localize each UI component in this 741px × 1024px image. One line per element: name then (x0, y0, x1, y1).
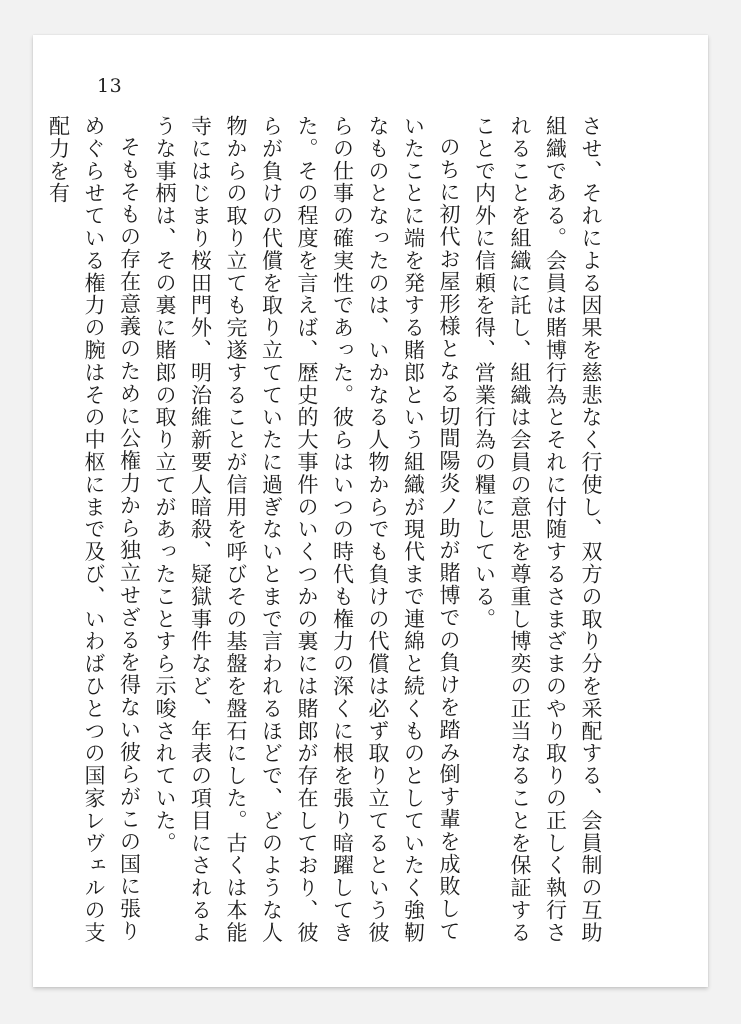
paragraph-3: そもそもの存在意義のために公権力から独立せざるを得ない彼らがこの国に張りめぐらせている権力の腕はその中枢にまで及び、いわばひとつの国家レヴェルの支配力を有 (46, 115, 142, 944)
page-number: 13 (97, 75, 123, 97)
paragraph-2: のちに初代お屋形様となる切間陽炎ノ助が賭博での負けを踏み倒す輩を成敗していたことに端を発する賭郎という組織が現代まで連綿と続くものとしていたく強靭なものとなったのは、いかなる人物からでも負けの代償は必ず取り立てるという彼らの仕事の確実性であった。彼らはいつの時代も権力の深くに根を張り暗躍してきた。その程度を言えば、歴史的大事件のいくつかの裏には賭郎が存在しており、彼らが負けの代償を取り立てていたに過ぎないとまで言われるほどで、どのような人物からの取り立ても完遂することが信用を呼びその基盤を盤石にした。古くは本能寺にはじまり桜田門外、明治維新要人暗殺、疑獄事件など、年表の項目にされるような事柄は、その裏に賭郎の取り立てがあったことすら示唆されていた。 (153, 115, 461, 944)
vertical-text-body (46, 115, 608, 945)
paragraph-1: させ、それによる因果を慈悲なく行使し、双方の取り分を采配する、会員制の互助組織である。会員は賭博行為とそれに付随するさまざまのやり取りの正しく執行されることを組織に託し、組織は会員の意思を尊重し博奕の正当なることを保証することで内外に信頼を得、営業行為の糧にしている。 (472, 115, 603, 944)
book-page (33, 35, 708, 987)
